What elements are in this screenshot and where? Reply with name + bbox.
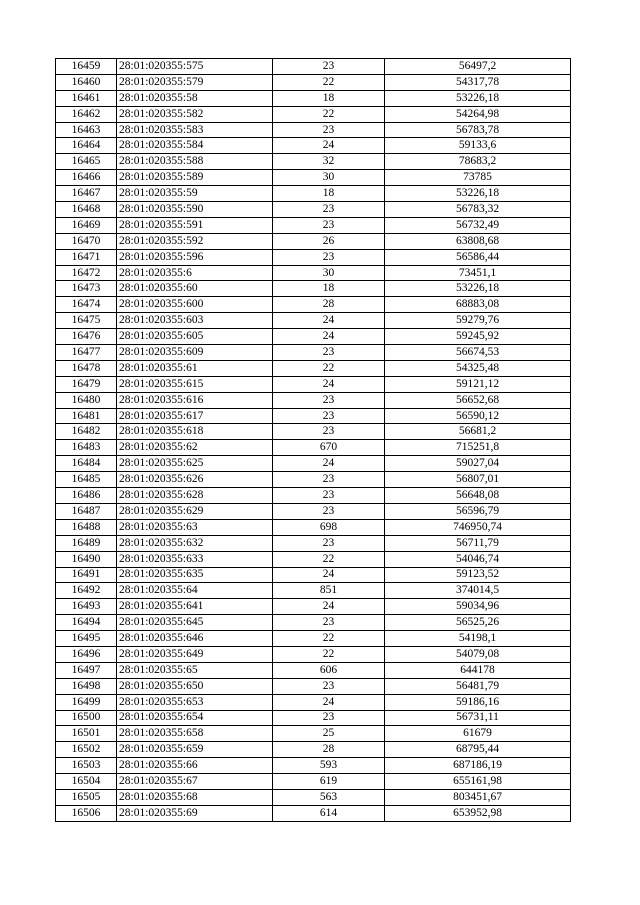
- row-number-cell: 16496: [56, 646, 117, 662]
- area-cell: 18: [273, 90, 385, 106]
- table-row: [56, 217, 571, 233]
- row-number-cell: 16500: [56, 710, 117, 726]
- area-cell: 23: [273, 345, 385, 361]
- area-cell: 24: [273, 694, 385, 710]
- area-cell: 30: [273, 265, 385, 281]
- value-cell: 59133,6: [385, 138, 571, 154]
- table-row: [56, 631, 571, 647]
- cadastral-number-cell: 28:01:020355:653: [117, 694, 273, 710]
- table-body: [56, 59, 571, 822]
- table-row: [56, 503, 571, 519]
- row-number-cell: 16486: [56, 488, 117, 504]
- cadastral-number-cell: 28:01:020355:603: [117, 313, 273, 329]
- cadastral-number-cell: 28:01:020355:596: [117, 249, 273, 265]
- row-number-cell: 16504: [56, 774, 117, 790]
- row-number-cell: 16490: [56, 551, 117, 567]
- area-cell: 24: [273, 376, 385, 392]
- area-cell: 23: [273, 535, 385, 551]
- table-row: [56, 519, 571, 535]
- cadastral-number-cell: 28:01:020355:582: [117, 106, 273, 122]
- value-cell: 78683,2: [385, 154, 571, 170]
- value-cell: 73451,1: [385, 265, 571, 281]
- table-row: [56, 138, 571, 154]
- cadastral-number-cell: 28:01:020355:588: [117, 154, 273, 170]
- row-number-cell: 16497: [56, 662, 117, 678]
- area-cell: 25: [273, 726, 385, 742]
- cadastral-number-cell: 28:01:020355:63: [117, 519, 273, 535]
- value-cell: 54198,1: [385, 631, 571, 647]
- cadastral-number-cell: 28:01:020355:65: [117, 662, 273, 678]
- cadastral-number-cell: 28:01:020355:575: [117, 59, 273, 75]
- table-row: [56, 710, 571, 726]
- table-row: [56, 313, 571, 329]
- cadastral-number-cell: 28:01:020355:64: [117, 583, 273, 599]
- area-cell: 23: [273, 249, 385, 265]
- value-cell: 53226,18: [385, 281, 571, 297]
- table-row: [56, 456, 571, 472]
- row-number-cell: 16493: [56, 599, 117, 615]
- table-row: [56, 535, 571, 551]
- row-number-cell: 16483: [56, 440, 117, 456]
- row-number-cell: 16481: [56, 408, 117, 424]
- value-cell: 56497,2: [385, 59, 571, 75]
- area-cell: 32: [273, 154, 385, 170]
- value-cell: 56481,79: [385, 678, 571, 694]
- table-row: [56, 599, 571, 615]
- table-row: [56, 694, 571, 710]
- value-cell: 63808,68: [385, 233, 571, 249]
- cadastral-number-cell: 28:01:020355:58: [117, 90, 273, 106]
- table-row: [56, 74, 571, 90]
- cadastral-number-cell: 28:01:020355:62: [117, 440, 273, 456]
- table-row: [56, 646, 571, 662]
- table-row: [56, 90, 571, 106]
- value-cell: 61679: [385, 726, 571, 742]
- row-number-cell: 16479: [56, 376, 117, 392]
- cadastral-number-cell: 28:01:020355:589: [117, 170, 273, 186]
- cadastral-number-cell: 28:01:020355:66: [117, 758, 273, 774]
- row-number-cell: 16477: [56, 345, 117, 361]
- row-number-cell: 16468: [56, 202, 117, 218]
- value-cell: 59034,96: [385, 599, 571, 615]
- row-number-cell: 16492: [56, 583, 117, 599]
- value-cell: 59121,12: [385, 376, 571, 392]
- table-row: [56, 202, 571, 218]
- value-cell: 59279,76: [385, 313, 571, 329]
- value-cell: 56525,26: [385, 615, 571, 631]
- cadastral-number-cell: 28:01:020355:659: [117, 742, 273, 758]
- cadastral-number-cell: 28:01:020355:618: [117, 424, 273, 440]
- value-cell: 56586,44: [385, 249, 571, 265]
- cadastral-number-cell: 28:01:020355:59: [117, 186, 273, 202]
- cadastral-number-cell: 28:01:020355:646: [117, 631, 273, 647]
- row-number-cell: 16471: [56, 249, 117, 265]
- row-number-cell: 16459: [56, 59, 117, 75]
- table-row: [56, 376, 571, 392]
- area-cell: 851: [273, 583, 385, 599]
- area-cell: 22: [273, 551, 385, 567]
- table-row: [56, 615, 571, 631]
- cadastral-number-cell: 28:01:020355:609: [117, 345, 273, 361]
- value-cell: 374014,5: [385, 583, 571, 599]
- value-cell: 56783,78: [385, 122, 571, 138]
- row-number-cell: 16485: [56, 472, 117, 488]
- row-number-cell: 16474: [56, 297, 117, 313]
- cadastral-number-cell: 28:01:020355:6: [117, 265, 273, 281]
- value-cell: 56681,2: [385, 424, 571, 440]
- area-cell: 23: [273, 424, 385, 440]
- area-cell: 24: [273, 456, 385, 472]
- table-row: [56, 233, 571, 249]
- table-row: [56, 281, 571, 297]
- area-cell: 23: [273, 488, 385, 504]
- cadastral-number-cell: 28:01:020355:60: [117, 281, 273, 297]
- area-cell: 23: [273, 615, 385, 631]
- table-row: [56, 329, 571, 345]
- row-number-cell: 16495: [56, 631, 117, 647]
- cadastral-number-cell: 28:01:020355:616: [117, 392, 273, 408]
- row-number-cell: 16480: [56, 392, 117, 408]
- value-cell: 68883,08: [385, 297, 571, 313]
- row-number-cell: 16467: [56, 186, 117, 202]
- row-number-cell: 16482: [56, 424, 117, 440]
- area-cell: 22: [273, 106, 385, 122]
- cadastral-number-cell: 28:01:020355:617: [117, 408, 273, 424]
- table-row: [56, 265, 571, 281]
- value-cell: 56732,49: [385, 217, 571, 233]
- area-cell: 22: [273, 360, 385, 376]
- table-row: [56, 249, 571, 265]
- area-cell: 619: [273, 774, 385, 790]
- cadastral-table: [55, 58, 571, 822]
- row-number-cell: 16476: [56, 329, 117, 345]
- table-row: [56, 758, 571, 774]
- cadastral-number-cell: 28:01:020355:615: [117, 376, 273, 392]
- value-cell: 53226,18: [385, 90, 571, 106]
- cadastral-number-cell: 28:01:020355:658: [117, 726, 273, 742]
- value-cell: 53226,18: [385, 186, 571, 202]
- row-number-cell: 16469: [56, 217, 117, 233]
- row-number-cell: 16470: [56, 233, 117, 249]
- area-cell: 698: [273, 519, 385, 535]
- table-row: [56, 345, 571, 361]
- value-cell: 655161,98: [385, 774, 571, 790]
- row-number-cell: 16461: [56, 90, 117, 106]
- value-cell: 715251,8: [385, 440, 571, 456]
- cadastral-number-cell: 28:01:020355:633: [117, 551, 273, 567]
- value-cell: 54325,48: [385, 360, 571, 376]
- row-number-cell: 16464: [56, 138, 117, 154]
- area-cell: 26: [273, 233, 385, 249]
- area-cell: 670: [273, 440, 385, 456]
- table-row: [56, 106, 571, 122]
- row-number-cell: 16502: [56, 742, 117, 758]
- area-cell: 24: [273, 329, 385, 345]
- value-cell: 73785: [385, 170, 571, 186]
- area-cell: 23: [273, 408, 385, 424]
- area-cell: 593: [273, 758, 385, 774]
- area-cell: 606: [273, 662, 385, 678]
- area-cell: 30: [273, 170, 385, 186]
- table-row: [56, 678, 571, 694]
- value-cell: 54264,98: [385, 106, 571, 122]
- cadastral-number-cell: 28:01:020355:649: [117, 646, 273, 662]
- table-row: [56, 662, 571, 678]
- table-row: [56, 408, 571, 424]
- value-cell: 56648,08: [385, 488, 571, 504]
- cadastral-number-cell: 28:01:020355:632: [117, 535, 273, 551]
- table-row: [56, 472, 571, 488]
- row-number-cell: 16487: [56, 503, 117, 519]
- table-row: [56, 59, 571, 75]
- value-cell: 653952,98: [385, 805, 571, 821]
- area-cell: 23: [273, 710, 385, 726]
- value-cell: 56652,68: [385, 392, 571, 408]
- area-cell: 614: [273, 805, 385, 821]
- row-number-cell: 16499: [56, 694, 117, 710]
- value-cell: 59245,92: [385, 329, 571, 345]
- value-cell: 56807,01: [385, 472, 571, 488]
- table-row: [56, 774, 571, 790]
- cadastral-number-cell: 28:01:020355:584: [117, 138, 273, 154]
- table-row: [56, 726, 571, 742]
- area-cell: 28: [273, 742, 385, 758]
- value-cell: 746950,74: [385, 519, 571, 535]
- cadastral-number-cell: 28:01:020355:650: [117, 678, 273, 694]
- row-number-cell: 16506: [56, 805, 117, 821]
- area-cell: 18: [273, 281, 385, 297]
- table-row: [56, 440, 571, 456]
- cadastral-number-cell: 28:01:020355:69: [117, 805, 273, 821]
- value-cell: 54079,08: [385, 646, 571, 662]
- value-cell: 803451,67: [385, 789, 571, 805]
- row-number-cell: 16463: [56, 122, 117, 138]
- row-number-cell: 16488: [56, 519, 117, 535]
- area-cell: 23: [273, 122, 385, 138]
- table-row: [56, 154, 571, 170]
- cadastral-number-cell: 28:01:020355:626: [117, 472, 273, 488]
- row-number-cell: 16498: [56, 678, 117, 694]
- area-cell: 23: [273, 392, 385, 408]
- cadastral-number-cell: 28:01:020355:590: [117, 202, 273, 218]
- area-cell: 22: [273, 631, 385, 647]
- cadastral-number-cell: 28:01:020355:645: [117, 615, 273, 631]
- cadastral-number-cell: 28:01:020355:67: [117, 774, 273, 790]
- row-number-cell: 16466: [56, 170, 117, 186]
- cadastral-number-cell: 28:01:020355:579: [117, 74, 273, 90]
- table-row: [56, 805, 571, 821]
- area-cell: 22: [273, 74, 385, 90]
- value-cell: 56731,11: [385, 710, 571, 726]
- cadastral-number-cell: 28:01:020355:68: [117, 789, 273, 805]
- area-cell: 22: [273, 646, 385, 662]
- cadastral-number-cell: 28:01:020355:628: [117, 488, 273, 504]
- value-cell: 59123,52: [385, 567, 571, 583]
- cadastral-number-cell: 28:01:020355:641: [117, 599, 273, 615]
- table-row: [56, 360, 571, 376]
- cadastral-number-cell: 28:01:020355:625: [117, 456, 273, 472]
- area-cell: 23: [273, 217, 385, 233]
- cadastral-number-cell: 28:01:020355:592: [117, 233, 273, 249]
- area-cell: 23: [273, 503, 385, 519]
- row-number-cell: 16494: [56, 615, 117, 631]
- table-row: [56, 551, 571, 567]
- value-cell: 56596,79: [385, 503, 571, 519]
- table-row: [56, 186, 571, 202]
- row-number-cell: 16484: [56, 456, 117, 472]
- table-row: [56, 488, 571, 504]
- area-cell: 23: [273, 678, 385, 694]
- area-cell: 18: [273, 186, 385, 202]
- value-cell: 54046,74: [385, 551, 571, 567]
- value-cell: 644178: [385, 662, 571, 678]
- table-row: [56, 742, 571, 758]
- area-cell: 563: [273, 789, 385, 805]
- value-cell: 59186,16: [385, 694, 571, 710]
- row-number-cell: 16501: [56, 726, 117, 742]
- cadastral-number-cell: 28:01:020355:600: [117, 297, 273, 313]
- value-cell: 56783,32: [385, 202, 571, 218]
- value-cell: 59027,04: [385, 456, 571, 472]
- value-cell: 54317,78: [385, 74, 571, 90]
- area-cell: 24: [273, 599, 385, 615]
- row-number-cell: 16503: [56, 758, 117, 774]
- row-number-cell: 16489: [56, 535, 117, 551]
- cadastral-number-cell: 28:01:020355:629: [117, 503, 273, 519]
- table-row: [56, 297, 571, 313]
- table-row: [56, 789, 571, 805]
- area-cell: 23: [273, 472, 385, 488]
- table-row: [56, 122, 571, 138]
- value-cell: 56590,12: [385, 408, 571, 424]
- row-number-cell: 16491: [56, 567, 117, 583]
- area-cell: 24: [273, 138, 385, 154]
- cadastral-number-cell: 28:01:020355:583: [117, 122, 273, 138]
- area-cell: 24: [273, 567, 385, 583]
- row-number-cell: 16475: [56, 313, 117, 329]
- row-number-cell: 16478: [56, 360, 117, 376]
- cadastral-number-cell: 28:01:020355:654: [117, 710, 273, 726]
- row-number-cell: 16462: [56, 106, 117, 122]
- row-number-cell: 16473: [56, 281, 117, 297]
- table-row: [56, 424, 571, 440]
- area-cell: 24: [273, 313, 385, 329]
- cadastral-number-cell: 28:01:020355:605: [117, 329, 273, 345]
- table-row: [56, 392, 571, 408]
- row-number-cell: 16460: [56, 74, 117, 90]
- value-cell: 68795,44: [385, 742, 571, 758]
- value-cell: 56674,53: [385, 345, 571, 361]
- row-number-cell: 16472: [56, 265, 117, 281]
- area-cell: 23: [273, 202, 385, 218]
- value-cell: 687186,19: [385, 758, 571, 774]
- table-row: [56, 567, 571, 583]
- area-cell: 28: [273, 297, 385, 313]
- table-row: [56, 170, 571, 186]
- table-row: [56, 583, 571, 599]
- row-number-cell: 16465: [56, 154, 117, 170]
- area-cell: 23: [273, 59, 385, 75]
- row-number-cell: 16505: [56, 789, 117, 805]
- cadastral-number-cell: 28:01:020355:635: [117, 567, 273, 583]
- cadastral-number-cell: 28:01:020355:591: [117, 217, 273, 233]
- value-cell: 56711,79: [385, 535, 571, 551]
- cadastral-number-cell: 28:01:020355:61: [117, 360, 273, 376]
